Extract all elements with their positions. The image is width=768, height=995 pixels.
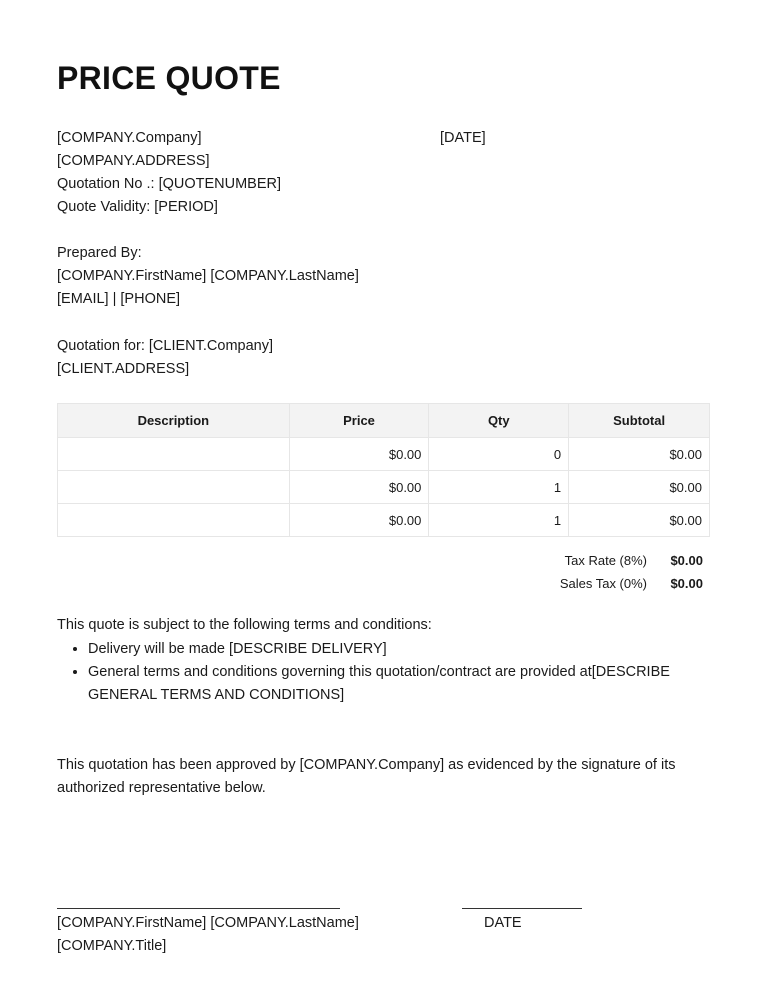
quotation-for-value: [CLIENT.Company] [148,338,273,354]
quotation-for-row [57,337,273,355]
table-row [58,504,710,537]
prepared-by-name: [COMPANY.FirstName] [COMPANY.LastName] [57,268,359,284]
quotation-number-label: Quotation No .: [57,176,155,192]
document-title: PRICE QUOTE [57,60,281,96]
cell-qty: 1 [429,471,569,504]
approval-statement: This quotation has been approved by [COMPANY.Company] as evidenced by the signature of its authorized representative below. [57,757,676,796]
tax-rate-value: $0.00 [670,553,703,568]
company-name: [COMPANY.Company] [57,130,202,146]
table-row [58,471,710,504]
line-items-table [57,403,710,537]
cell-price: $0.00 [289,438,429,471]
signatory-title: [COMPANY.Title] [57,938,167,954]
cell-qty: 1 [429,504,569,537]
cell-subtotal: $0.00 [569,504,710,537]
cell-subtotal: $0.00 [569,438,710,471]
cell-price: $0.00 [289,504,429,537]
cell-price: $0.00 [289,471,429,504]
terms-intro: This quote is subject to the following terms and conditions: [57,617,432,633]
quote-date: [DATE] [440,130,486,146]
cell-description [58,504,290,537]
quotation-for-label: Quotation for: [57,338,145,354]
quote-validity-row [57,198,218,216]
tax-rate-label: Tax Rate (8%) [564,553,647,568]
quotation-number-value: [QUOTENUMBER] [158,176,282,192]
prepared-by-label: Prepared By: [57,245,142,261]
column-header-subtotal: Subtotal [569,404,710,438]
table-row [58,438,710,471]
prepared-by-contact: [EMAIL] | [PHONE] [57,291,181,307]
list-item: • General terms and conditions governing this quotation/contract are provided at[DESCRIBE GENERAL TERMS AND CONDITIONS] [88,661,728,707]
quote-validity-label: Quote Validity: [57,199,151,215]
cell-description [58,471,290,504]
sales-tax-label: Sales Tax (0%) [559,576,647,591]
quote-validity-value: [PERIOD] [154,199,218,215]
client-address: [CLIENT.ADDRESS] [57,361,190,377]
signature-date-label: DATE [484,915,522,931]
cell-description [58,438,290,471]
quotation-number-row [57,175,281,193]
date-signature-line [462,908,582,909]
signature-line [57,908,340,909]
column-header-description: Description [58,404,290,438]
cell-qty: 0 [429,438,569,471]
column-header-price: Price [289,404,429,438]
table-header-row [58,404,710,438]
list-item: • Delivery will be made [DESCRIBE DELIVERY] [88,638,728,661]
column-header-qty: Qty [429,404,569,438]
sales-tax-value: $0.00 [670,576,703,591]
company-address: [COMPANY.ADDRESS] [57,153,210,169]
signatory-name: [COMPANY.FirstName] [COMPANY.LastName] [57,915,359,931]
terms-list [70,638,728,707]
cell-subtotal: $0.00 [569,471,710,504]
